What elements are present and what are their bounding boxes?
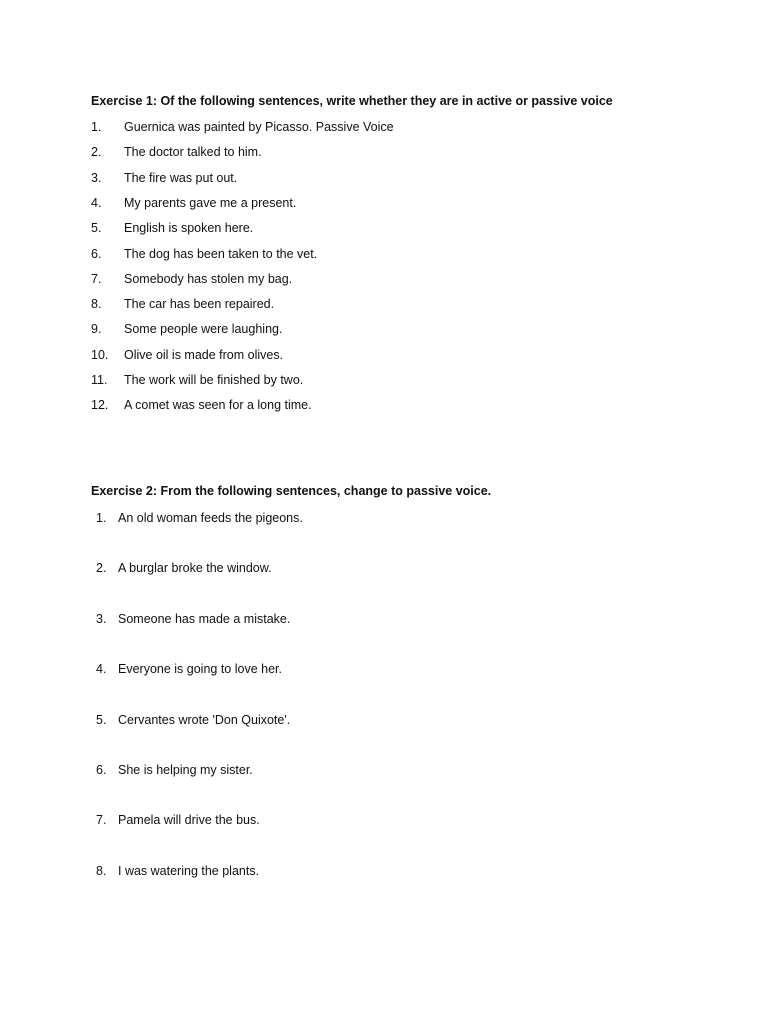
item-number: 5. — [96, 712, 107, 727]
item-sentence: My parents gave me a present. — [124, 195, 297, 210]
item-sentence: An old woman feeds the pigeons. — [118, 511, 303, 525]
item-number: 2. — [96, 561, 107, 576]
item-number: 4. — [91, 195, 102, 210]
item-number: 7. — [96, 813, 107, 828]
item-sentence: English is spoken here. — [124, 221, 254, 236]
item-number: 12. — [91, 398, 109, 413]
item-sentence: Pamela will drive the bus. — [118, 813, 260, 828]
item-sentence: Guernica was painted by Picasso. Passive Voice — [124, 120, 394, 134]
item-number: 3. — [96, 611, 107, 626]
item-sentence: She is helping my sister. — [118, 763, 253, 777]
item-sentence: Olive oil is made from olives. — [124, 347, 284, 362]
item-number: 8. — [91, 297, 102, 312]
item-number: 5. — [91, 221, 102, 236]
item-number: 4. — [96, 662, 107, 677]
item-number: 6. — [96, 763, 107, 777]
item-number: 9. — [91, 322, 102, 337]
item-sentence: The dog has been taken to the vet. — [124, 246, 318, 261]
item-number: 7. — [91, 271, 102, 286]
item-sentence: I was watering the plants. — [118, 863, 260, 878]
item-number: 6. — [91, 246, 102, 261]
item-sentence: The car has been repaired. — [124, 297, 275, 312]
item-number: 2. — [91, 145, 102, 160]
item-sentence: Cervantes wrote 'Don Quixote'. — [118, 712, 291, 727]
item-sentence: A comet was seen for a long time. — [124, 398, 312, 413]
item-sentence: The fire was put out. — [124, 170, 238, 185]
item-sentence: Somebody has stolen my bag. — [124, 271, 293, 286]
item-sentence: Someone has made a mistake. — [118, 611, 291, 626]
item-number: 1. — [91, 120, 102, 134]
item-sentence: Some people were laughing. — [124, 322, 283, 337]
exercise-1-heading: Exercise 1: Of the following sentences, write whether they are in active or passive voice — [91, 94, 613, 108]
item-number: 3. — [91, 170, 102, 185]
item-sentence: The work will be finished by two. — [124, 373, 304, 387]
item-number: 1. — [96, 511, 107, 525]
item-sentence: Everyone is going to love her. — [118, 662, 282, 677]
exercise-2-heading: Exercise 2: From the following sentences, change to passive voice. — [91, 484, 492, 498]
item-number: 11. — [91, 373, 108, 387]
item-sentence: The doctor talked to him. — [124, 145, 262, 160]
item-number: 10. — [91, 347, 109, 362]
item-sentence: A burglar broke the window. — [118, 561, 272, 576]
item-number: 8. — [96, 863, 107, 878]
